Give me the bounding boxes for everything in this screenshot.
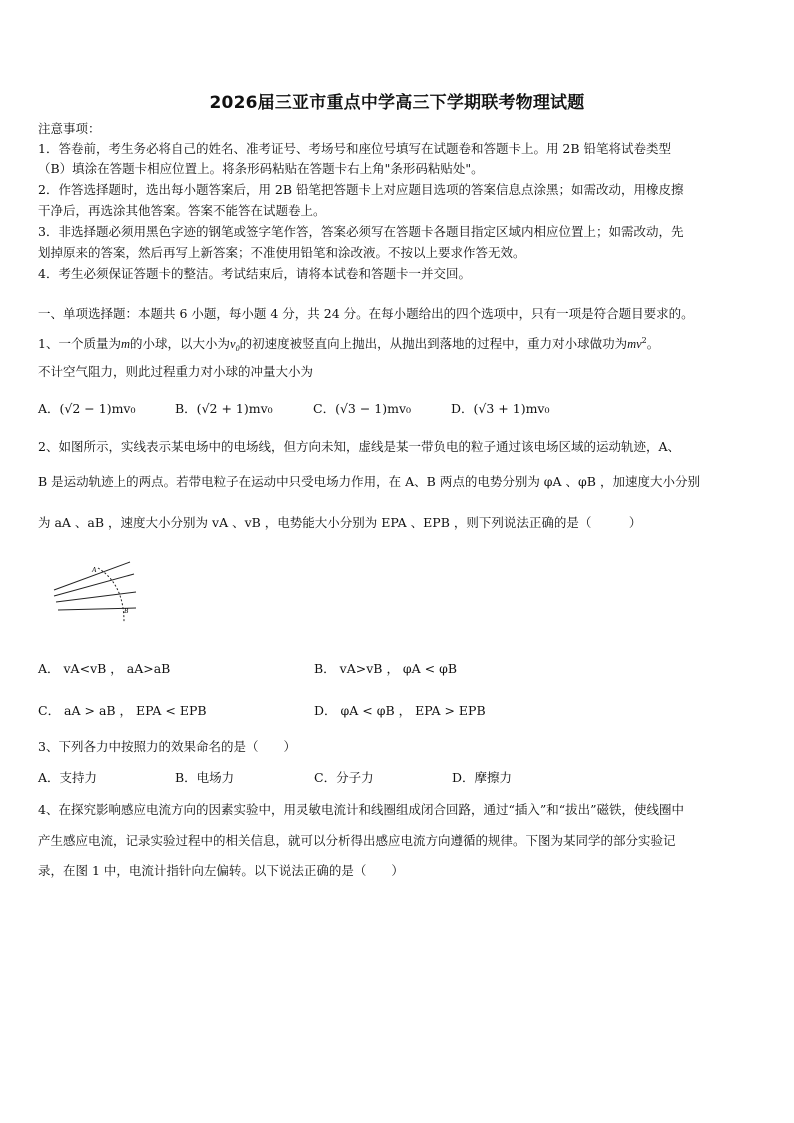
q2-option-b[interactable]: B． vA>vB ， φA < φB (314, 661, 458, 676)
notice-line: 2．作答选择题时，选出每小题答案后，用 2B 铅笔把答题卡上对应题目选项的答案信息点涂黑；如需改动，用橡皮擦 (38, 182, 684, 197)
q1-mass-symbol: m (120, 337, 130, 351)
q2-option-a[interactable]: A． vA<vB ， aA>aB (38, 661, 171, 676)
field-line (56, 592, 136, 602)
q1-v0-subscript: 0 (235, 344, 240, 353)
electric-field-figure (52, 560, 142, 630)
q2-option-c[interactable]: C． aA > aB ， EPA < EPB (38, 703, 207, 718)
question-3-stem: 3、下列各力中按照力的效果命名的是（ ） (38, 739, 296, 754)
q1-text-b: 的小球，以大小为 (130, 336, 231, 351)
notice-line: 划掉原来的答案，然后再写上新答案；不准使用铅笔和涂改液。不按以上要求作答无效。 (38, 245, 526, 260)
q1-option-b[interactable]: B．(√2 + 1)mv₀ (175, 401, 273, 416)
q1-mv-superscript: 2 (641, 336, 647, 345)
notice-line: 干净后，再选涂其他答案。答案不能答在试题卷上。 (38, 203, 326, 218)
notice-heading: 注意事项： (38, 121, 101, 136)
q3-option-d[interactable]: D．摩擦力 (452, 770, 513, 785)
q1-option-c[interactable]: C．(√3 − 1)mv₀ (313, 401, 412, 416)
question-4-line-2: 产生感应电流，记录实验过程中的相关信息，就可以分析得出感应电流方向遵循的规律。下图为某同学的部分实验记 (38, 833, 676, 848)
q1-option-d[interactable]: D．(√3 + 1)mv₀ (451, 401, 550, 416)
q1-option-a[interactable]: A．(√2 − 1)mv₀ (38, 401, 136, 416)
q1-text-d: 。 (646, 336, 660, 351)
question-1-line-2: 不计空气阻力，则此过程重力对小球的冲量大小为 (38, 364, 314, 379)
question-4-line-3: 录，在图 1 中，电流计指针向左偏转。以下说法正确的是（ ） (38, 863, 404, 878)
q1-v0-symbol: v (230, 337, 236, 351)
q3-option-c[interactable]: C．分子力 (314, 770, 374, 785)
q1-text-a: 1、一个质量为 (38, 336, 121, 351)
q3-option-a[interactable]: A．支持力 (38, 770, 98, 785)
point-b-label: B (124, 607, 129, 615)
question-2-line-2: B 是运动轨迹上的两点。若带电粒子在运动中只受电场力作用，在 A、B 两点的电势分别为 φA 、φB ，加速度大小分别 (38, 474, 700, 489)
notice-line: 3．非选择题必须用黑色字迹的钢笔或签字笔作答，答案必须写在答题卡各题目指定区域内相应位置上；如需改动，先 (38, 224, 684, 239)
notice-line: （B）填涂在答题卡相应位置上。将条形码粘贴在答题卡右上角"条形码粘贴处"。 (38, 161, 484, 176)
q3-option-b[interactable]: B．电场力 (175, 770, 235, 785)
field-line (54, 574, 134, 596)
q2-option-d[interactable]: D． φA < φB ， EPA > EPB (314, 703, 486, 718)
question-1-line-1 (38, 333, 659, 357)
page-title: 2026届三亚市重点中学高三下学期联考物理试题 (209, 93, 585, 113)
q1-text-c: 的初速度被竖直向上抛出，从抛出到落地的过程中，重力对小球做功为 (239, 336, 628, 351)
notice-line: 4．考生必须保证答题卡的整洁。考试结束后，请将本试卷和答题卡一并交回。 (38, 266, 471, 281)
question-2-line-1: 2、如图所示，实线表示某电场中的电场线，但方向未知，虚线是某一带负电的粒子通过该电场区域的运动轨迹，A、 (38, 439, 680, 454)
point-a-label: A (92, 566, 97, 574)
notice-line: 1．答卷前，考生务必将自己的姓名、准考证号、考场号和座位号填写在试题卷和答题卡上。用 2B 铅笔将试卷类型 (38, 141, 672, 156)
question-4-line-1: 4、在探究影响感应电流方向的因素实验中，用灵敏电流计和线圈组成闭合回路，通过“插入”和“拔出”磁铁，使线圈中 (38, 802, 685, 817)
q1-mv-symbol: mv (627, 337, 642, 351)
question-2-line-3: 为 aA 、aB ，速度大小分别为 vA 、vB ，电势能大小分别为 EPA 、EPB ，则下列说法正确的是（ ） (38, 515, 642, 530)
section-heading: 一、单项选择题：本题共 6 小题，每小题 4 分，共 24 分。在每小题给出的四个选项中，只有一项是符合题目要求的。 (38, 306, 694, 321)
